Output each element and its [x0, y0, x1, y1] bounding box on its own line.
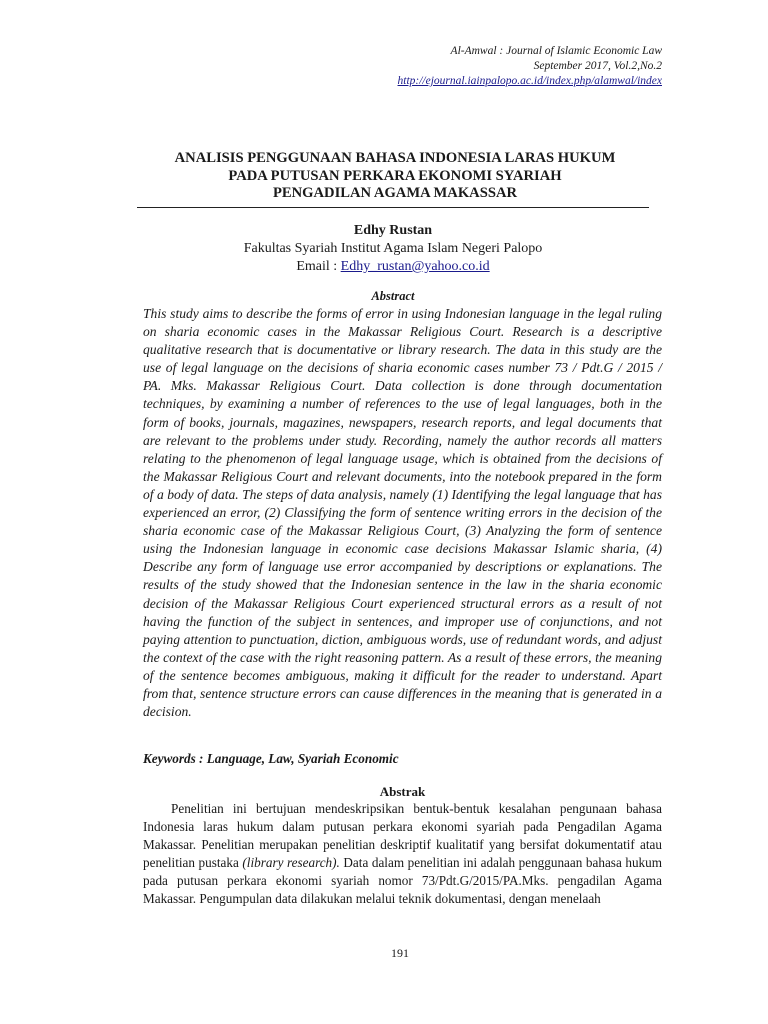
email-label: Email :: [296, 259, 341, 274]
journal-url-link[interactable]: http://ejournal.iainpalopo.ac.id/index.php/alamwal/index: [397, 75, 662, 87]
author-name: Edhy Rustan: [353, 223, 433, 238]
abstrak-text-italic: (library research).: [242, 855, 340, 870]
keywords: Keywords : Language, Law, Syariah Economic: [143, 751, 399, 766]
abstrak-text-part-1: Penelitian ini bertujuan mendeskripsikan bentuk-bentuk kesalahan pengunaan bahasa Indonesia laras hukum dalam putusan perkara ekonomi syariah pada Pengadilan Agama Makassar. Penelitian merupakan penelitian deskriptif kualitatif yang bersifat dokumentatif atau penelitian pustaka: [143, 801, 662, 870]
title-line-2: PADA PUTUSAN PERKARA EKONOMI SYARIAH: [228, 167, 562, 184]
abstrak-text-part-2: Data dalam penelitian ini adalah penggunaan bahasa hukum pada putusan perkara ekonomi syariah nomor 73/Pdt.G/2015/PA.Mks. pengadilan Agama Makassar. Pengumpulan data dilakukan melalui teknik dokumentasi, dengan menelaah: [143, 855, 662, 906]
title-divider: [137, 207, 649, 208]
paper-title: [140, 150, 650, 203]
abstract-text: This study aims to describe the forms of error in using Indonesian language in the legal ruling on sharia economic cases in the Makassar Religious Court. Research is a descriptive qualitative research that is documentative or library research. The data in this study are the use of legal language on the decisions of sharia economic cases number 73 / Pdt.G / 2015 / PA. Mks. Makassar Religious Court. Data collection is done through documentation techniques, by examining a number of references to the use of legal languages, both in the form of books, journals, magazines, newspapers, research reports, and legal documents that are relevant to the problems under study. Recording, namely the author records all matters relating to the phenomenon of legal language usage, which is obtained from the decisions of the Makassar Religious Court and relevant documents, into the notebook prepared in the form of a body of data. The steps of data analysis, namely (1) Identifying the legal language that has experienced an error, (2) Classifying the form of sentence writing errors in the decision of the sharia economic case of the Makassar Religious Court, (3) Analyzing the form of sentence using the Indonesian language in economic case decisions Makassar Islamic sharia, (4) Describe any form of language use error accompanied by descriptions or explanations. The results of the study showed that the Indonesian sentence in the law in the sharia economic decision of the Makassar Religious Court experienced structural errors as a result of not having the function of the subject in sentences, and improper use of conjunctions, and not paying attention to punctuation, diction, ambiguous words, use of redundant words, and adjust the context of the case with the right reasoning pattern. As a result of these errors, the meaning of the sentence becomes ambiguous, making it difficult for the reader to understand. Apart from that, sentence structure errors can cause differences in the meaning that is generated in a decision.: [143, 306, 662, 720]
author-email: [137, 258, 649, 276]
author-affiliation: Fakultas Syariah Institut Agama Islam Negeri Palopo: [243, 241, 543, 256]
title-line-1: ANALISIS PENGGUNAAN BAHASA INDONESIA LARAS HUKUM: [174, 150, 616, 166]
abstrak-text: [143, 800, 662, 908]
abstrak-heading: Abstrak: [379, 784, 426, 799]
page-number: 191: [391, 946, 409, 960]
journal-name: Al-Amwal : Journal of Islamic Economic Law: [450, 45, 662, 57]
email-link[interactable]: Edhy_rustan@yahoo.co.id: [340, 259, 490, 274]
journal-issue: September 2017, Vol.2,No.2: [533, 60, 662, 72]
journal-header: [262, 44, 662, 89]
title-line-3: PENGADILAN AGAMA MAKASSAR: [272, 185, 518, 201]
abstract-heading: Abstract: [371, 289, 415, 303]
